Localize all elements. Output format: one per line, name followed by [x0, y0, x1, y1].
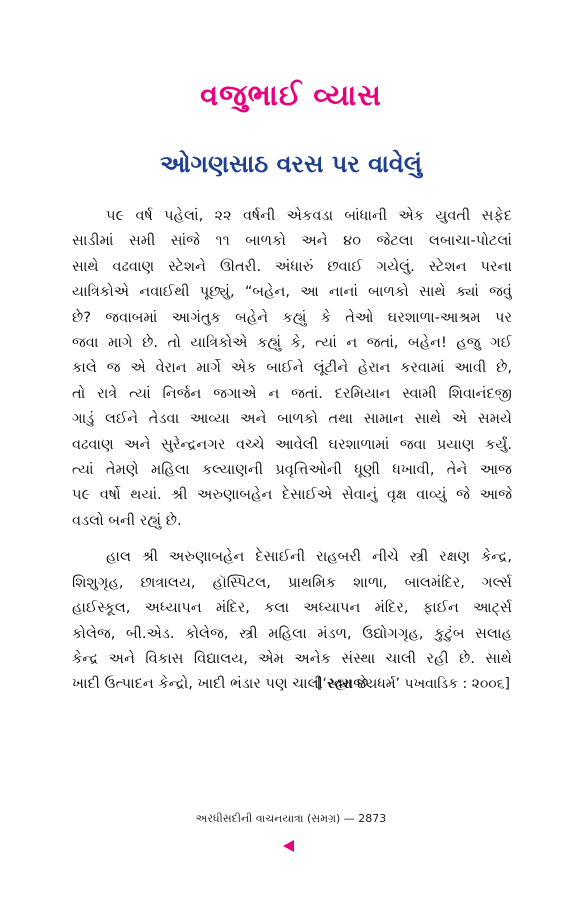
author-name: વજુભાઈ વ્યાસ	[200, 78, 382, 112]
body-line: સાડીમાં સમી સાંજે ૧૧ બાળકો અને ૪૦ જેટલા લબાચા-પોટલાં	[72, 232, 512, 250]
body-line: વઢવાણ અને સુરેન્દ્રનગર વચ્ચે આવેલી ઘરશાળામાં જવા પ્રયાણ કર્યું.	[72, 435, 512, 453]
article-body	[72, 203, 512, 697]
body-line: ૫૯ વર્ષો થયાં. શ્રી અરુણાબહેન દેસાઈએ સેવાનું વૃક્ષ વાવ્યું જે આજે	[72, 486, 512, 504]
body-line: કાલે જ એ વેરાન માર્ગે એક બાઈને લૂંટીને હેરાન કરવામાં આવી છે,	[72, 359, 512, 377]
body-line: ખાદી ઉત્પાદન કેન્દ્રો, ખાદી ભંડાર પણ ચાલી રહ્યા છે.	[72, 675, 373, 693]
left-triangle-icon	[283, 840, 294, 852]
body-line: હાઈસ્કૂલ, અધ્યાપન મંદિર, કલા અધ્યાપન મંદિર, ફાઈન આર્ટ્સ	[72, 599, 512, 617]
body-line: કેન્દ્ર અને વિકાસ વિદ્યાલય, એમ અનેક સંસ્થા ચાલી રહી છે. સાથે	[72, 649, 512, 667]
body-line: તો રાત્રે ત્યાં નિર્જન જગાએ ન જતાં. દરમિયાન સ્વામી શિવાનંદજી	[72, 384, 512, 402]
article-title: ઓગણસાઠ વરસ પર વાવેલું	[159, 150, 423, 178]
body-line: છે? જવાબમાં આગંતુક બહેને કહ્યું કે તેઓ ઘરશાળા-આશ્રમ પર	[72, 308, 512, 326]
body-line: હાલ શ્રી અરુણાબહેન દેસાઈની રાહબરી નીચે સ્ત્રી રક્ષણ કેન્દ્ર,	[106, 548, 512, 566]
body-line: ગાડું લઈને તેડવા આવ્યા અને બાળકો તથા સામાન સાથે એ સમયે	[72, 410, 512, 428]
body-line: શિશુગૃહ, છાત્રાલય, હૉસ્પિટલ, પ્રાથમિક શાળા, બાલમંદિર, ગર્લ્સ	[72, 573, 512, 591]
paragraph-1	[72, 203, 512, 533]
body-line: ૫૯ વર્ષ પહેલાં, ૨૨ વર્ષની એકવડા બાંધાની એક યુવતી સફેદ	[106, 207, 512, 224]
paragraph-2	[72, 544, 512, 696]
body-line: યાત્રિકોએ નવાઈથી પૂછ્યું, “બહેન, આ નાનાં બાળકો સાથે ક્યાં જવું	[72, 283, 512, 301]
source-citation: [‘સ્વરાજ્યધર્મ’ પખવાડિક : ૨૦૦૬]	[316, 676, 510, 692]
body-line: ત્યાં તેમણે મહિલા કલ્યાણની પ્રવૃત્તિઓની ધૂણી ધખાવી, તેને આજ	[72, 461, 512, 479]
body-line: વડલો બની રહ્યું છે.	[72, 511, 182, 529]
body-line: કોલેજ, બી.એડ. કોલેજ, સ્ત્રી મહિલા મંડળ, ઉદ્યોગગૃહ, કુટુંબ સલાહ	[72, 624, 512, 642]
page-footer: અરધીસદીની વાચનયાત્રા (સમગ્ર) — 2873	[195, 812, 387, 825]
body-line: સાથે વઢવાણ સ્ટેશને ઊતરી. અંધારું છવાઈ ગયેલું. સ્ટેશન પરના	[72, 257, 512, 275]
body-line: જવા માગે છે. તો યાત્રિકોએ કહ્યું કે, ત્યાં ન જતાં, બહેન! હજુ ગઈ	[72, 334, 512, 352]
